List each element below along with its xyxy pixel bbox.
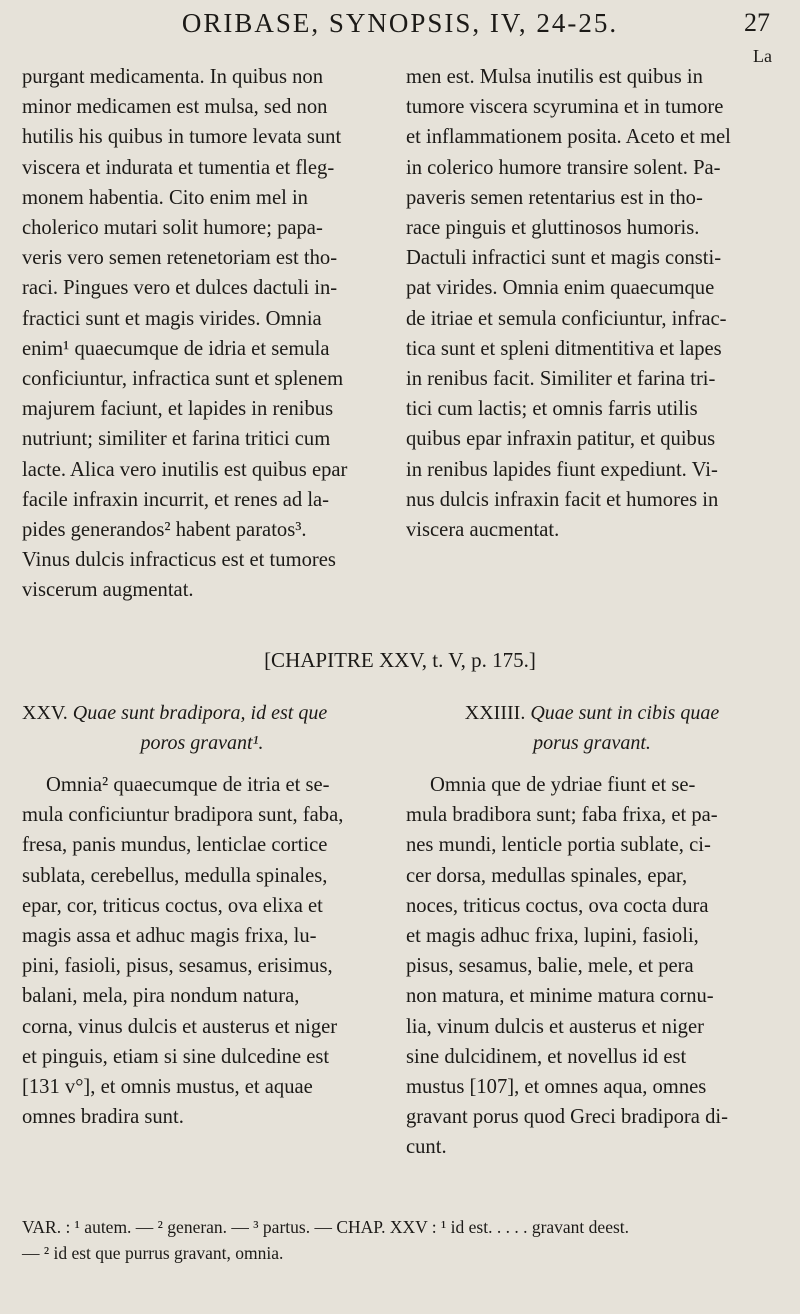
text-line: Dactuli infractici sunt et magis consti- xyxy=(406,247,722,270)
text-line: mustus [107], et omnes aqua, omnes xyxy=(406,1076,707,1099)
text-line: in renibus lapides fiunt expediunt. Vi- xyxy=(406,458,718,481)
text-line: Vinus dulcis infracticus est et tumores xyxy=(22,549,336,572)
text-line: purgant medicamenta. In quibus non xyxy=(22,66,324,88)
text-line: et pinguis, etiam si sine dulcedine est xyxy=(22,1045,330,1068)
text-line: viscera et indurata et tumentia et fleg- xyxy=(22,156,335,179)
footnotes xyxy=(22,1214,782,1266)
section-number: XXV. xyxy=(22,702,68,724)
left-section-heading xyxy=(22,698,382,758)
section-number: XXIIII. xyxy=(464,702,526,724)
chapter-reference: [CHAPITRE XXV, t. V, p. 175.] xyxy=(264,648,536,672)
text-line: in colerico humore transire solent. Pa- xyxy=(406,156,721,179)
page-header xyxy=(0,8,800,44)
text-line: de itriae et semula conficiuntur, infrac- xyxy=(406,307,727,330)
bottom-left-column xyxy=(22,770,382,1132)
text-line: magis assa et adhuc magis frixa, lu- xyxy=(22,925,317,948)
text-line: paveris semen retentarius est in tho- xyxy=(406,186,703,209)
text-line: nus dulcis infraxin facit et humores in xyxy=(406,488,719,511)
text-line: [131 v°], et omnis mustus, et aquae xyxy=(22,1076,313,1099)
text-line: race pinguis et gluttinosos humoris. xyxy=(406,217,700,240)
text-line: et inflammationem posita. Aceto et mel xyxy=(406,126,731,149)
text-line: noces, triticus coctus, ova cocta dura xyxy=(406,894,709,917)
text-line: viscerum augmentat. xyxy=(22,579,194,602)
text-line: enim¹ quaecumque de idria et semula xyxy=(22,337,330,360)
footnote-line: VAR. : ¹ autem. — ² generan. — ³ partus. — CHAP. XXV : ¹ id est. . . . . gravant deest. xyxy=(22,1217,630,1237)
text-line: cer dorsa, medullas spinales, epar, xyxy=(406,864,688,887)
text-line: mula bradibora sunt; faba frixa, et pa- xyxy=(406,804,718,827)
text-line: men est. Mulsa inutilis est quibus in xyxy=(406,66,703,88)
text-line: cholerico mutari solit humore; papa- xyxy=(22,217,323,240)
section-title-line: Quae sunt in cibis quae xyxy=(530,702,720,724)
text-line: non matura, et minime matura cornu- xyxy=(406,985,714,1008)
running-title: ORIBASE, SYNOPSIS, IV, 24-25. xyxy=(181,8,619,38)
text-line: veris vero semen retenetoriam est tho- xyxy=(22,247,338,270)
text-line: sublata, cerebellus, medulla spinales, xyxy=(22,864,328,887)
text-line: quibus epar infraxin patitur, et quibus xyxy=(406,428,716,451)
text-line: Omnia² quaecumque de itria et se- xyxy=(46,774,330,796)
text-line: mula conficiuntur bradipora sunt, faba, xyxy=(22,804,344,827)
text-line: majurem faciunt, et lapides in renibus xyxy=(22,398,334,421)
text-line: epar, cor, triticus coctus, ova elixa et xyxy=(22,894,323,917)
text-line: facile infraxin incurrit, et renes ad la- xyxy=(22,488,330,511)
text-line: monem habentia. Cito enim mel in xyxy=(22,186,308,209)
text-line: et magis adhuc frixa, lupini, fasioli, xyxy=(406,925,699,948)
top-right-column xyxy=(406,62,778,545)
right-section-heading xyxy=(406,698,778,758)
section-title-line: porus gravant. xyxy=(533,732,651,754)
bottom-right-column xyxy=(406,770,778,1163)
text-line: tica sunt et spleni ditmentitiva et lapes xyxy=(406,337,722,360)
text-line: balani, mela, pira nondum natura, xyxy=(22,985,300,1008)
text-line: viscera aucmentat. xyxy=(406,519,560,542)
text-line: in renibus facit. Similiter et farina tri- xyxy=(406,368,716,391)
text-line: corna, vinus dulcis et austerus et niger xyxy=(22,1015,338,1038)
text-line: sine dulcidinem, et novellus id est xyxy=(406,1045,687,1068)
text-line: minor medicamen est mulsa, sed non xyxy=(22,96,328,119)
catchword: La xyxy=(753,46,772,66)
text-line: Omnia que de ydriae fiunt et se- xyxy=(430,774,696,796)
text-line: lacte. Alica vero inutilis est quibus epar xyxy=(22,458,348,481)
text-line: fresa, panis mundus, lenticlae cortice xyxy=(22,834,328,857)
text-line: tumore viscera scyrumina et in tumore xyxy=(406,96,724,119)
text-line: omnes bradira sunt. xyxy=(22,1106,184,1129)
section-title-line: Quae sunt bradipora, id est que xyxy=(72,702,328,724)
text-line: nutriunt; similiter et farina tritici cum xyxy=(22,428,331,451)
text-line: lia, vinum dulcis et austerus et niger xyxy=(406,1015,704,1038)
text-line: cunt. xyxy=(406,1136,447,1159)
section-title-line: poros gravant¹. xyxy=(140,732,264,754)
text-line: pisus, sesamus, balie, mele, et pera xyxy=(406,955,694,978)
text-line: pat virides. Omnia enim quaecumque xyxy=(406,277,715,300)
page-number: 27 xyxy=(744,8,770,37)
text-line: gravant porus quod Greci bradipora di- xyxy=(406,1106,728,1129)
text-line: fractici sunt et magis virides. Omnia xyxy=(22,307,322,330)
text-line: pini, fasioli, pisus, sesamus, erisimus, xyxy=(22,955,333,978)
top-left-column xyxy=(22,62,382,606)
text-line: pides generandos² habent paratos³. xyxy=(22,519,307,542)
footnote-line: — ² id est que purrus gravant, omnia. xyxy=(22,1243,284,1263)
text-line: nes mundi, lenticle portia sublate, ci- xyxy=(406,834,711,857)
text-line: raci. Pingues vero et dulces dactuli in- xyxy=(22,277,338,300)
text-line: conficiuntur, infractica sunt et splenem xyxy=(22,368,344,391)
text-line: tici cum lactis; et omnis farris utilis xyxy=(406,398,698,421)
text-line: hutilis his quibus in tumore levata sunt xyxy=(22,126,342,149)
